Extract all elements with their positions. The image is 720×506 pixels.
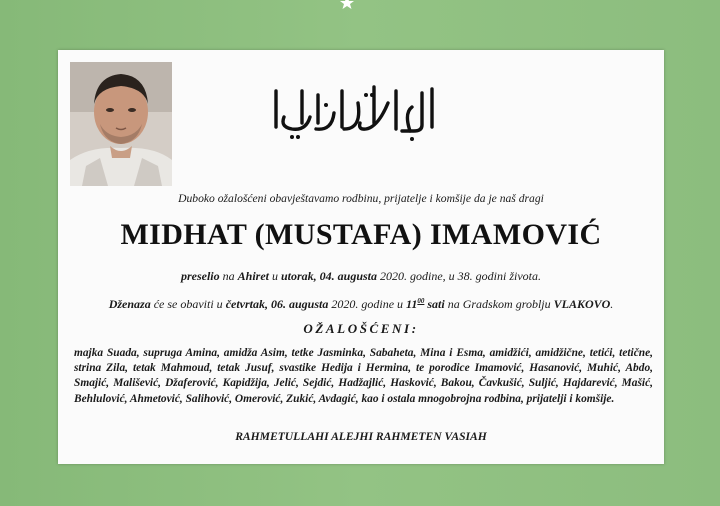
death-word: preselio <box>180 269 220 283</box>
funeral-minutes: 00 <box>417 297 425 305</box>
mourners-list: majka Suada, supruga Amina, amidža Asim, tetke Jasminka, Sabaheta, Mina i Esma, amidžići, amidžične, tetići, tetične, strina Zila, tetak Mahmoud, tetak Jusuf, svastike Hedija i Hermina, te porodice Imamović, Hasanović, Muhić, Abdo, Smajić, Mališević, Džaferović, Kapidžija, Jelić, Sejdić, Hadžajlić, Hasković, Bakou, Čavkušić, Suljić, Hajdarević, Mašić, Behlulović, Ahmetović, Salihović, Omerović, Zukić, Avdagić, kao i ostala mnogobrojna rodbina, prijatelji i komšije. <box>74 347 653 405</box>
svg-text:إرتحال دار البقاء: إرتحال دار البقاء <box>262 83 269 84</box>
cemetery-name: VLAKOVO <box>553 297 611 311</box>
deceased-name: MIDHAT (MUSTAFA) IMAMOVIĆ <box>120 218 602 251</box>
crescent-star-icon <box>333 0 397 40</box>
ahiret-word: Ahiret <box>237 269 269 283</box>
intro-text: Duboko ožalošćeni obavještavamo rodbinu, prijatelje i komšije da je naš dragi <box>178 192 544 205</box>
death-line: preselio na Ahiret u utorak, 04. augusta 2020. godine, u 38. godini života. <box>180 269 542 283</box>
funeral-line: Dženaza će se obaviti u četvrtak, 06. augusta 2020. godine u $11^{00}$ sati na Gradskom groblju VLAKOVO. <box>108 297 614 311</box>
arabic-calligraphy-heading <box>262 83 442 143</box>
closing-prayer: RAHMETULLAHI ALEJHI RAHMETEN VASIAH <box>235 430 487 443</box>
death-date: utorak, 04. augusta <box>280 269 378 283</box>
funeral-date: četvrtak, 06. augusta <box>225 297 329 311</box>
funeral-word: Dženaza <box>108 297 151 311</box>
funeral-hour: 11 <box>406 297 418 311</box>
portrait-photo <box>70 62 172 186</box>
mourners-heading: OŽALOŠĆENI: <box>303 321 419 336</box>
